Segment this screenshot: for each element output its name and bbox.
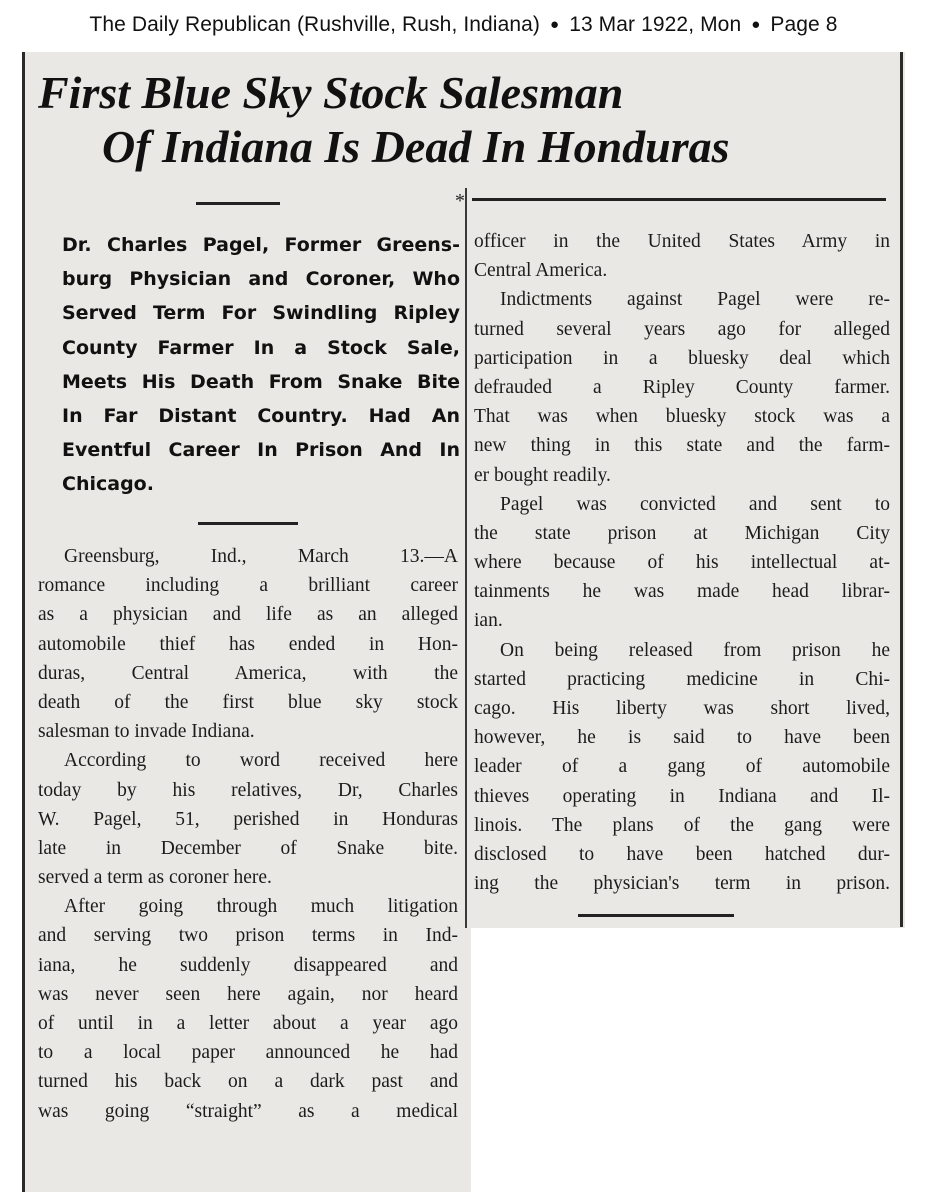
deck-line: Chicago.	[62, 473, 154, 496]
body-line: tainments he was made head librar-	[474, 581, 890, 603]
body-line: however, he is said to have been	[474, 727, 890, 749]
clipping-left-border	[22, 52, 25, 1192]
body-line: Pagel was convicted and sent to	[500, 493, 890, 515]
body-line: officer in the United States Army in	[474, 231, 890, 252]
body-line: death of the first blue sky stock	[38, 691, 458, 713]
article-column-left	[38, 542, 458, 1126]
body-line: new thing in this state and the farm-	[474, 435, 890, 457]
body-line: ing the physician's term in prison.	[474, 873, 890, 895]
body-line: late in December of Snake bite.	[38, 837, 458, 859]
body-line: was going “straight” as a medical	[38, 1100, 458, 1122]
body-line: duras, Central America, with the	[38, 662, 458, 684]
publication-date: 13 Mar 1922, Mon	[569, 13, 742, 36]
body-line: served a term as coroner here.	[38, 867, 272, 889]
deck-line: Meets His Death From Snake Bite	[62, 370, 460, 393]
article-column-right	[474, 227, 890, 898]
separator-dot: ●	[550, 15, 560, 33]
body-line: romance including a brilliant career	[38, 575, 458, 597]
end-of-article-rule	[578, 914, 734, 917]
newspaper-name: The Daily Republican (Rushville, Rush, Indiana)	[89, 13, 541, 36]
clipping-right-border	[900, 52, 903, 927]
body-line: disclosed to have been hatched dur-	[474, 843, 890, 865]
body-line: where because of his intellectual at-	[474, 552, 890, 574]
deck-line: County Farmer In a Stock Sale,	[62, 336, 460, 359]
body-line: leader of a gang of automobile	[474, 756, 890, 778]
headline-divider-right	[472, 198, 886, 201]
body-line: turned his back on a dark past and	[38, 1071, 458, 1093]
column-divider	[465, 188, 467, 928]
body-line: ian.	[474, 610, 503, 632]
body-line: salesman to invade Indiana.	[38, 721, 255, 743]
body-line: Indictments against Pagel were re-	[500, 289, 890, 311]
deck-line: Eventful Career In Prison And In	[62, 439, 460, 462]
body-line: thieves operating in Indiana and Il-	[474, 785, 890, 807]
body-line: the state prison at Michigan City	[474, 522, 890, 544]
ornament-star: *	[455, 190, 465, 212]
separator-dot: ●	[751, 15, 761, 33]
deck-line: In Far Distant Country. Had An	[62, 405, 460, 428]
body-line: linois. The plans of the gang were	[474, 814, 890, 836]
body-line: W. Pagel, 51, perished in Honduras	[38, 808, 458, 830]
body-line: started practicing medicine in Chi-	[474, 668, 890, 690]
body-line: iana, he suddenly disappeared and	[38, 954, 458, 976]
body-line: participation in a bluesky deal which	[474, 347, 890, 369]
body-line: of until in a letter about a year ago	[38, 1013, 458, 1034]
body-line: and serving two prison terms in Ind-	[38, 925, 458, 947]
deck-line: Served Term For Swindling Ripley	[62, 302, 460, 325]
body-line: cago. His liberty was short lived,	[474, 698, 890, 719]
body-line: According to word received here	[64, 750, 458, 772]
body-line: turned several years ago for alleged	[474, 318, 890, 340]
clipping-header	[0, 0, 927, 50]
headline-line-2: Of Indiana Is Dead In Honduras	[102, 121, 730, 172]
body-line: as a physician and life as an alleged	[38, 604, 458, 626]
body-line: That was when bluesky stock was a	[474, 406, 890, 428]
body-line: After going through much litigation	[64, 896, 458, 918]
body-line: er bought readily.	[474, 464, 611, 486]
deck-divider	[198, 522, 298, 525]
deck-line: Dr. Charles Pagel, Former Greens-	[62, 234, 460, 256]
headline-line-1: First Blue Sky Stock Salesman	[38, 67, 624, 118]
body-line: defrauded a Ripley County farmer.	[474, 376, 890, 398]
body-line: Greensburg, Ind., March 13.—A	[64, 546, 458, 567]
body-line: to a local paper announced he had	[38, 1042, 458, 1064]
article-headline	[38, 66, 898, 174]
page-number: Page 8	[770, 13, 838, 36]
article-deck	[62, 228, 460, 502]
body-line: today by his relatives, Dr, Charles	[38, 779, 458, 801]
headline-divider-left	[196, 202, 280, 205]
deck-line: burg Physician and Coroner, Who	[62, 268, 460, 291]
body-line: On being released from prison he	[500, 639, 890, 661]
body-line: Central America.	[474, 260, 608, 282]
body-line: was never seen here again, nor heard	[38, 983, 458, 1005]
body-line: automobile thief has ended in Hon-	[38, 633, 458, 655]
